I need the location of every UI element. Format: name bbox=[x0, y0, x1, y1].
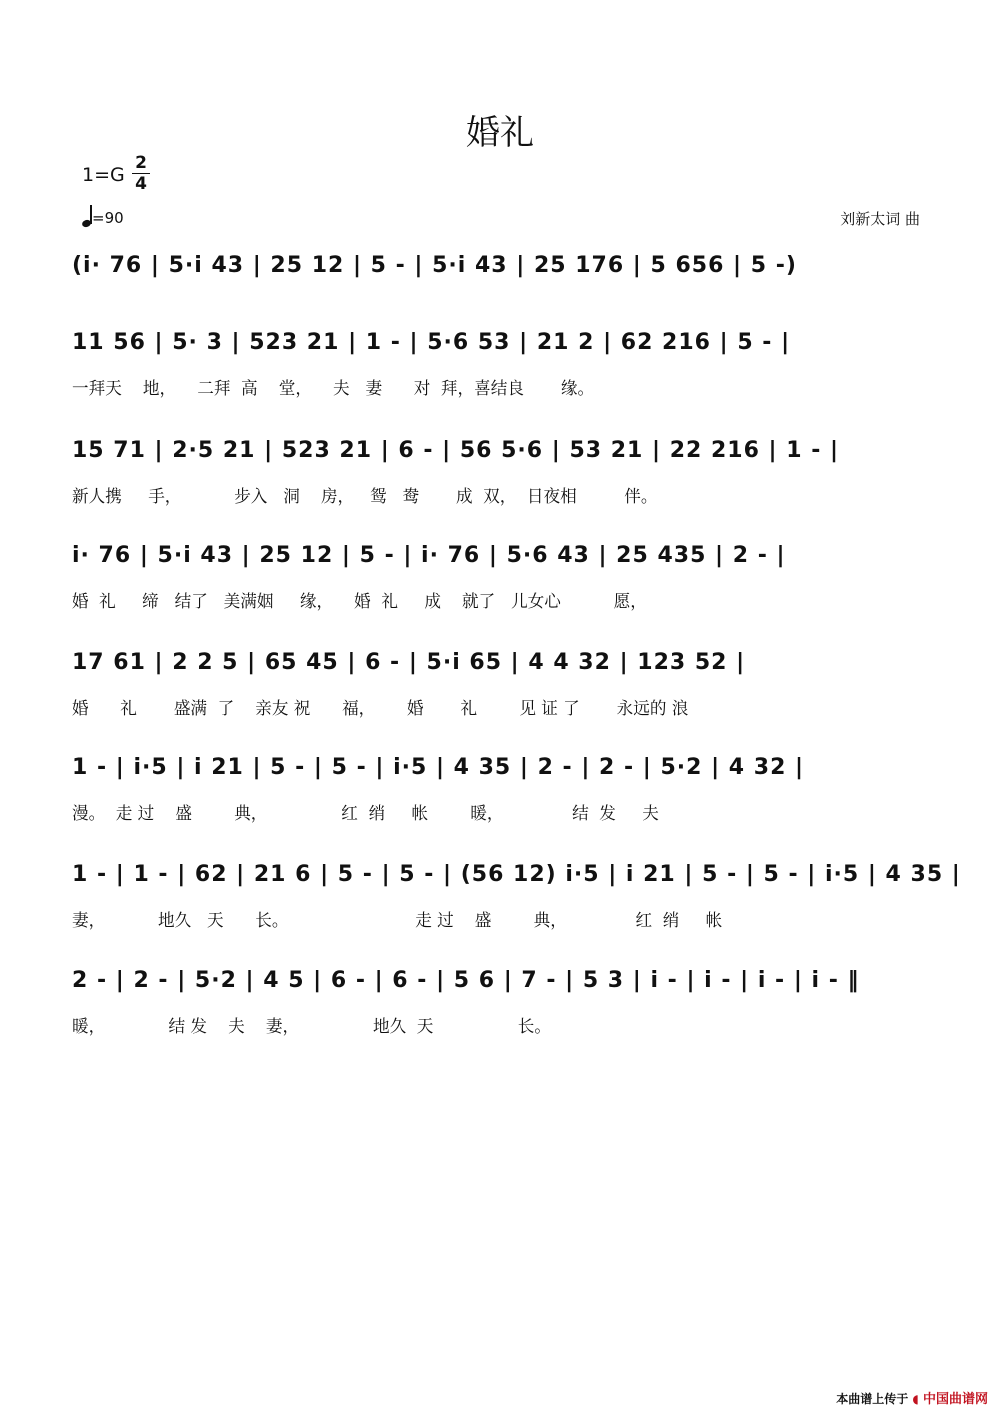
beam-lines bbox=[72, 636, 932, 696]
lyric-line: 婚 礼 缔 结了 美满姻 缘， 婚 礼 成 就了 儿女心 愿， bbox=[72, 592, 647, 612]
beam-lines bbox=[72, 316, 932, 376]
lyric-line: 妻， 地久 天 长。 走 过 盛 典， 红 绡 帐 bbox=[72, 911, 723, 931]
score-line-8 bbox=[72, 968, 932, 1004]
lyric-line: 一拜天 地， 二拜 高 堂， 夫 妻 对 拜，喜结良 缘。 bbox=[72, 379, 595, 399]
beam-lines bbox=[72, 529, 932, 589]
site-footer bbox=[836, 1388, 988, 1407]
notation-line: i· 76 | 5·i 43 | 25 12 | 5 - | i· 76 | 5·6 43 | 25 435 | 2 - | bbox=[72, 543, 786, 568]
notation-line: 1 - | 1 - | 62 | 21 6 | 5 - | 5 - | (56 12) i·5 | i 21 | 5 - | 5 - | i·5 | 4 35 | bbox=[72, 862, 961, 887]
score-line-4 bbox=[72, 543, 932, 579]
notation-line: 2 - | 2 - | 5·2 | 4 5 | 6 - | 6 - | 5 6 | 7 - | 5 3 | i - | i - | i - | i - ‖ bbox=[72, 968, 860, 993]
notation-line: (i· 76 | 5·i 43 | 25 12 | 5 - | 5·i 43 | 25 176 | 5 656 | 5 -) bbox=[72, 253, 797, 278]
site-logo-icon: ◖ bbox=[912, 1392, 919, 1406]
tempo-value: =90 bbox=[92, 209, 124, 227]
tempo-marking bbox=[82, 205, 124, 227]
time-signature bbox=[130, 153, 152, 194]
lyric-line: 暖， 结 发 夫 妻， 地久 天 长。 bbox=[72, 1017, 552, 1037]
notation-line: 11 56 | 5· 3 | 523 21 | 1 - | 5·6 53 | 21 2 | 62 216 | 5 - | bbox=[72, 330, 791, 355]
lyric-line: 婚 礼 盛满 了 亲友 祝 福， 婚 礼 见 证 了 永远的 浪 bbox=[72, 699, 689, 719]
footer-prefix: 本曲谱上传于 bbox=[836, 1392, 909, 1406]
score-line-3 bbox=[72, 438, 932, 474]
lyric-line: 漫。 走 过 盛 典， 红 绡 帐 暖， 结 发 夫 bbox=[72, 804, 659, 824]
notation-line: 17 61 | 2 2 5 | 65 45 | 6 - | 5·i 65 | 4 4 32 | 123 52 | bbox=[72, 650, 746, 675]
beam-lines bbox=[72, 424, 932, 484]
time-signature-bottom: 4 bbox=[135, 174, 147, 194]
beam-lines bbox=[72, 954, 932, 1014]
beam-lines bbox=[72, 741, 932, 801]
score-line-1 bbox=[72, 253, 932, 289]
composer-credit: 刘新太词 曲 bbox=[840, 210, 920, 228]
quarter-note-icon bbox=[82, 205, 92, 227]
song-title: 婚礼 bbox=[466, 113, 534, 153]
score-line-2 bbox=[72, 330, 932, 366]
lyric-line: 新人携 手， 步入 洞 房， 鸳 鸯 成 双， 日夜相 伴。 bbox=[72, 487, 658, 507]
beam-lines bbox=[72, 848, 961, 908]
footer-brand: 中国曲谱网 bbox=[922, 1392, 988, 1407]
score-line-5 bbox=[72, 650, 932, 686]
notation-line: 15 71 | 2·5 21 | 523 21 | 6 - | 56 5·6 | 53 21 | 22 216 | 1 - | bbox=[72, 438, 840, 463]
score-line-7 bbox=[72, 862, 961, 898]
beam-lines bbox=[72, 239, 932, 299]
notation-line: 1 - | i·5 | i 21 | 5 - | 5 - | i·5 | 4 35 | 2 - | 2 - | 5·2 | 4 32 | bbox=[72, 755, 805, 780]
time-signature-top: 2 bbox=[135, 153, 147, 173]
key-signature: 1=G bbox=[82, 164, 125, 186]
score-line-6 bbox=[72, 755, 932, 791]
